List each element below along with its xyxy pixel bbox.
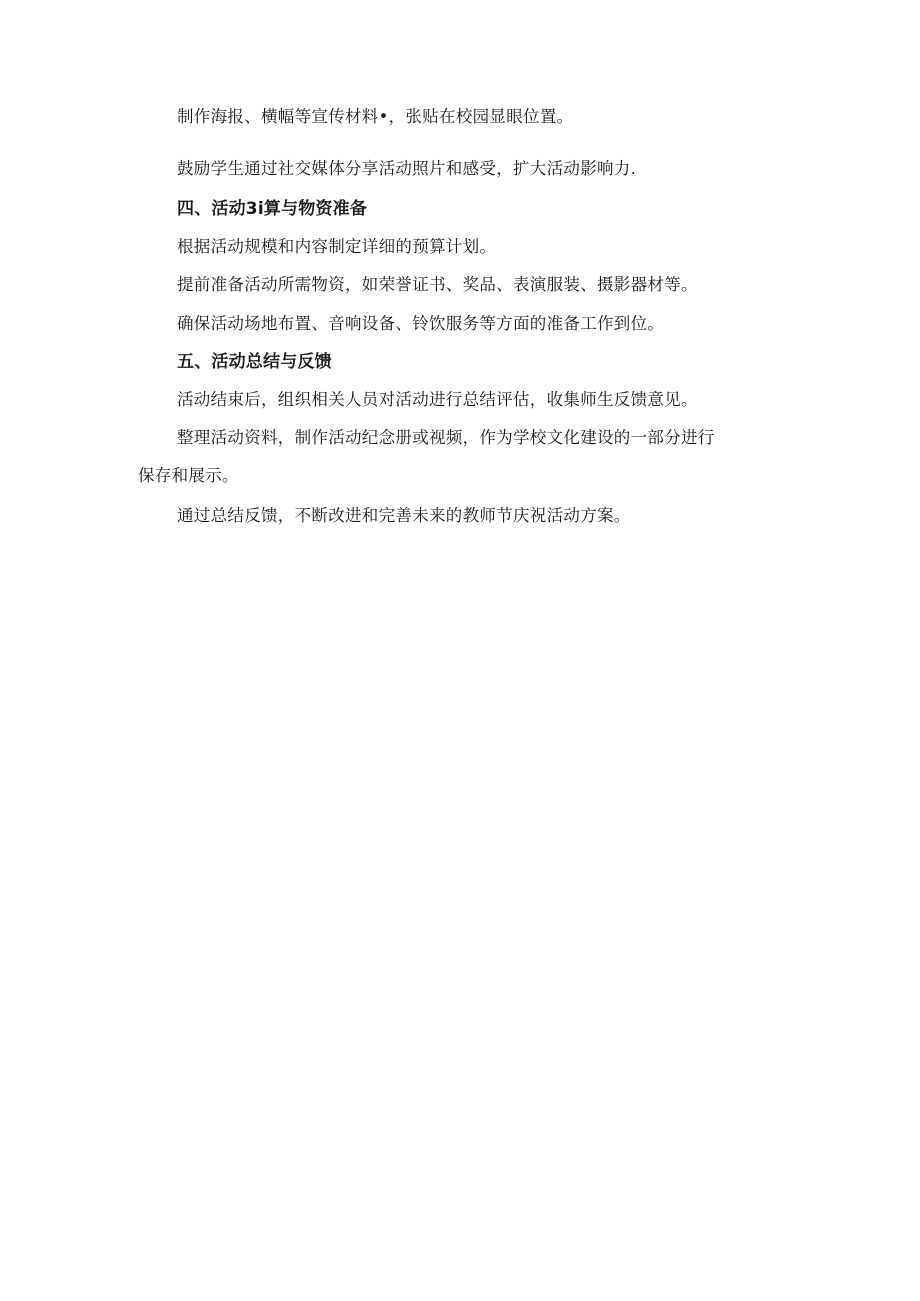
- section-heading-summary: 五、活动总结与反馈: [177, 352, 332, 372]
- paragraph-social-media: 鼓励学生通过社交媒体分享活动照片和感受，扩大活动影响力.: [177, 159, 637, 178]
- paragraph-budget-plan: 根据活动规模和内容制定详细的预算计划。: [177, 237, 497, 256]
- paragraph-promotion-materials: 制作海报、横幅等宣传材料•，张贴在校园显眼位置。: [177, 107, 574, 126]
- paragraph-improvement: 通过总结反馈，不断改进和完善未来的教师节庆祝活动方案。: [177, 506, 631, 525]
- paragraph-archive-line2: 保存和展示。: [138, 466, 239, 485]
- section-heading-budget: 四、活动3i算与物资准备: [177, 199, 368, 219]
- paragraph-venue-setup: 确保活动场地布置、音响设备、铃饮服务等方面的准备工作到位。: [177, 314, 665, 333]
- paragraph-materials-prep: 提前准备活动所需物资，如荣誉证书、奖品、表演服装、摄影器材等。: [177, 275, 698, 294]
- paragraph-archive-line1: 整理活动资料，制作活动纪念册或视频，作为学校文化建设的一部分进行: [177, 428, 715, 447]
- paragraph-evaluation: 活动结束后，组织相关人员对活动进行总结评估，收集师生反馈意见。: [177, 390, 698, 409]
